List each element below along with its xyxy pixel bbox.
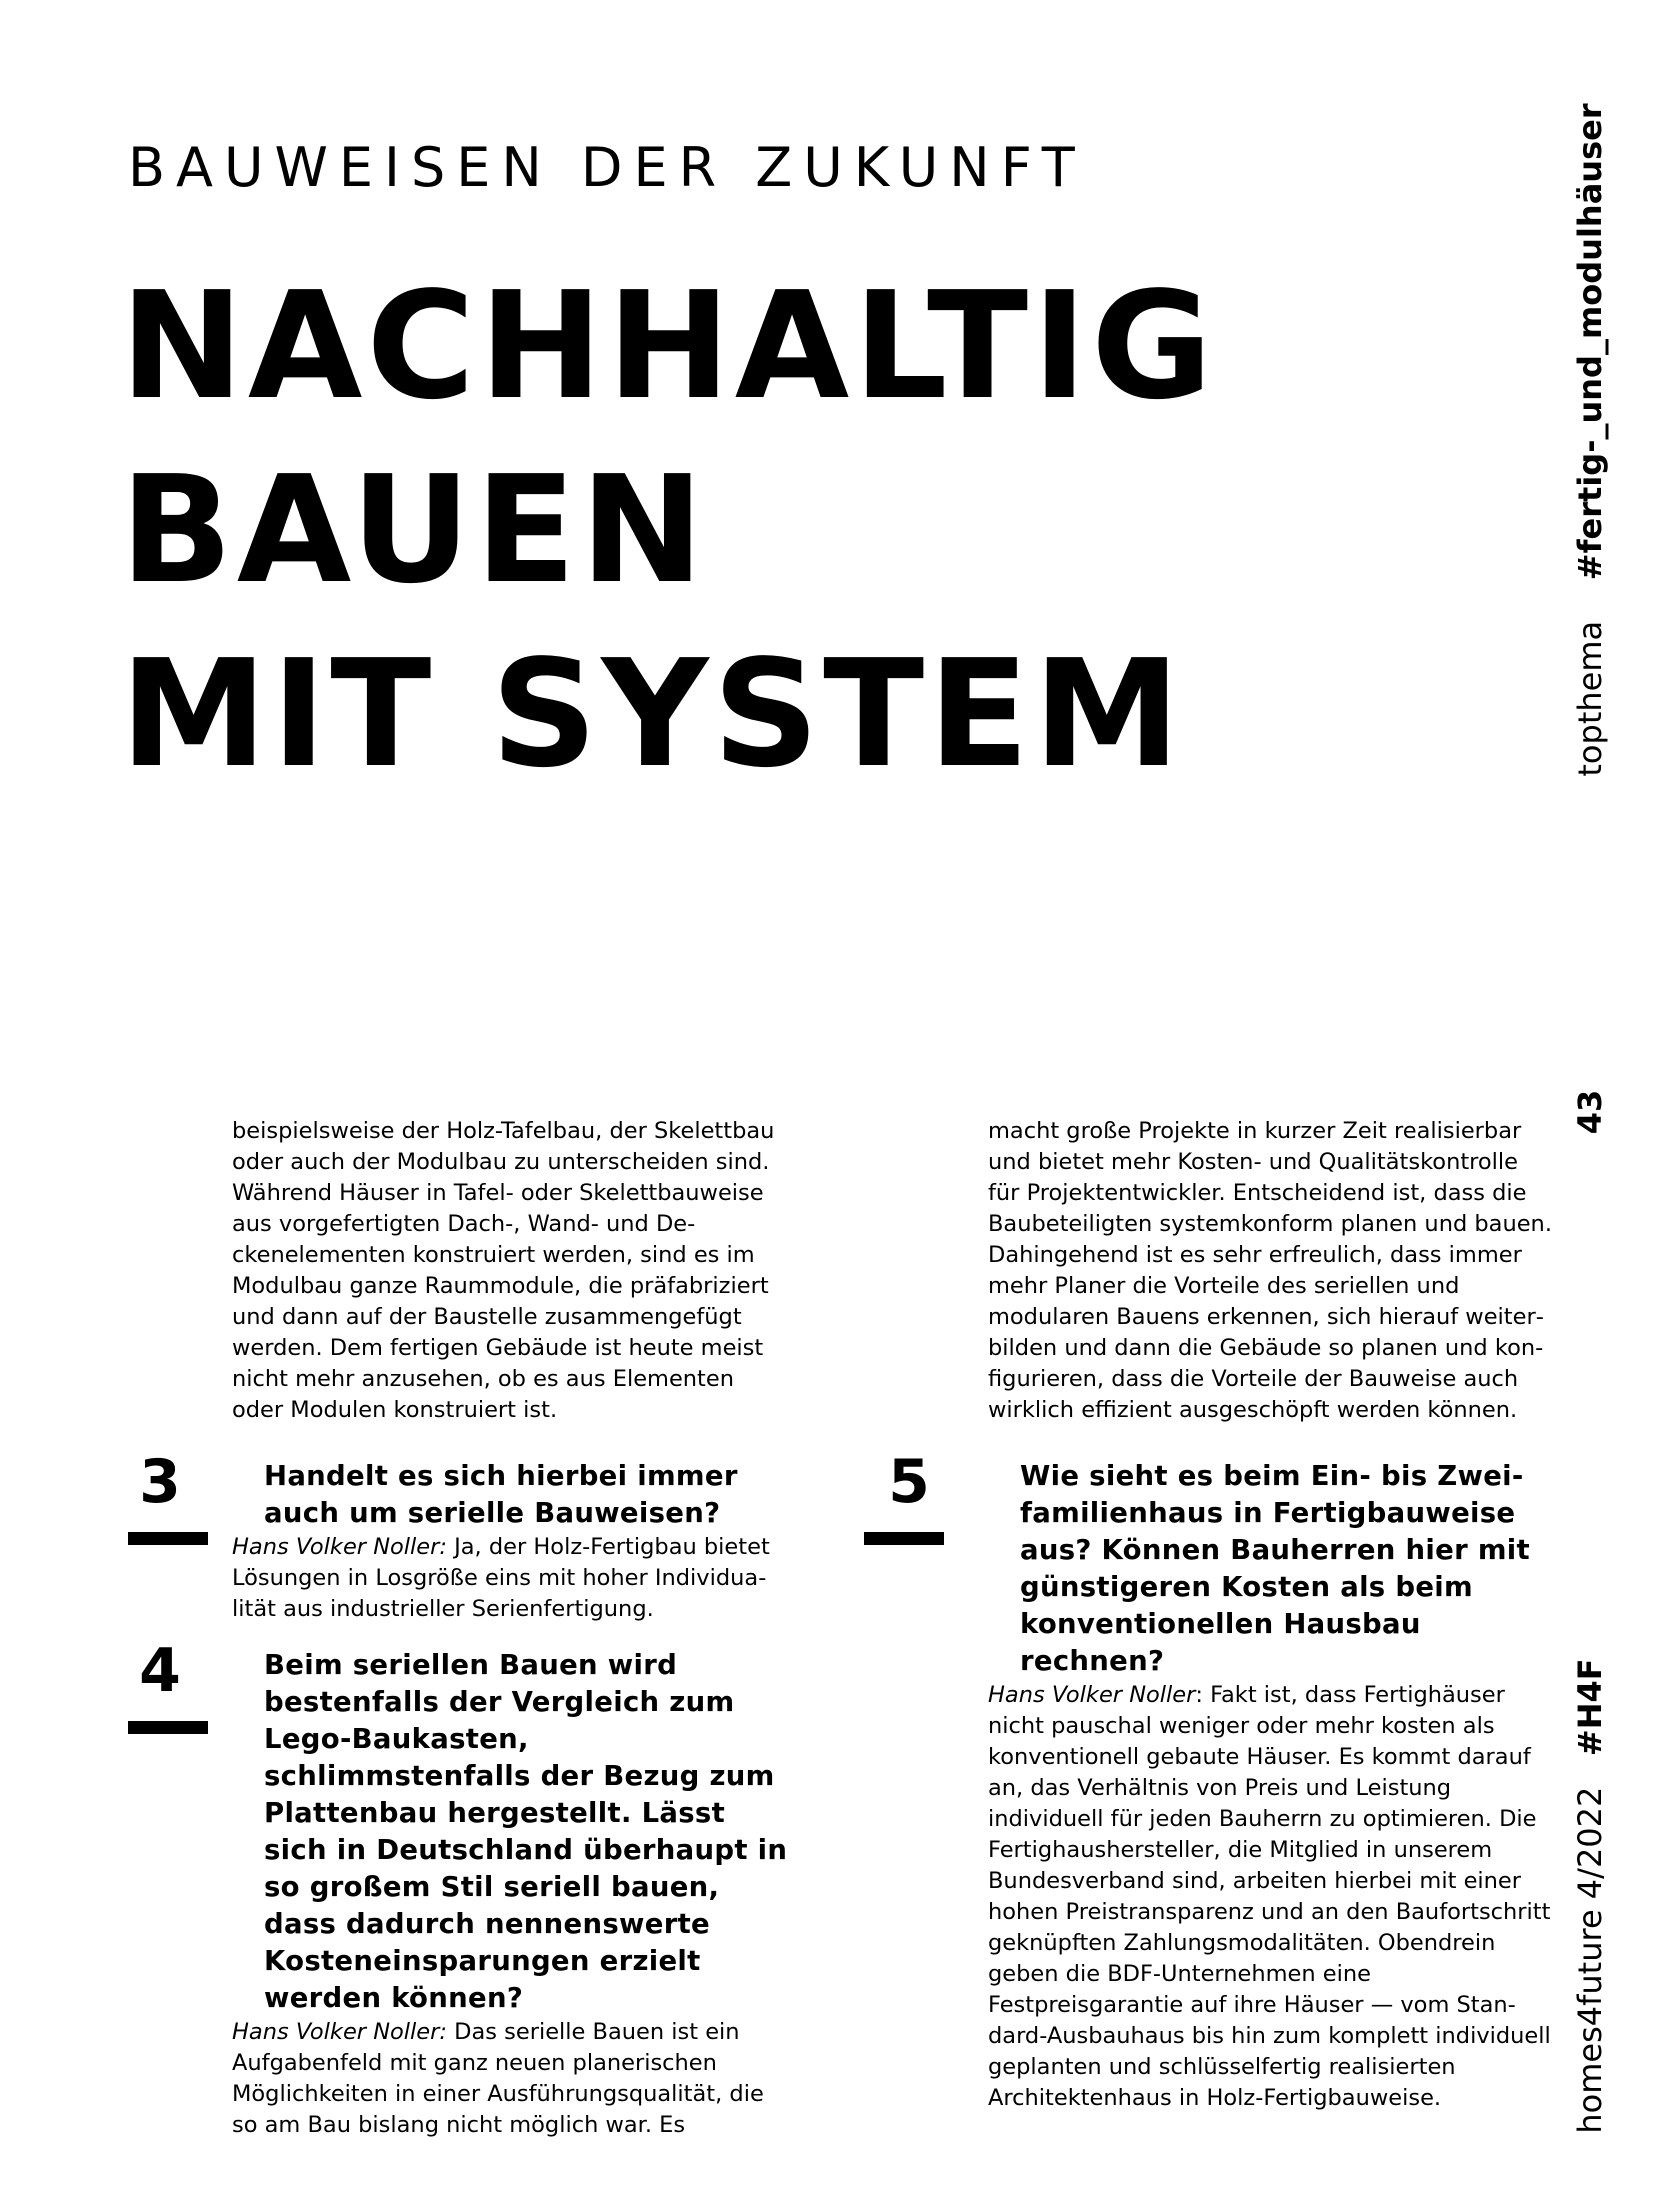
number-underline: [128, 1721, 208, 1734]
intro-paragraph: macht große Projekte in kurzer Zeit realisierbar und bietet mehr Kosten- und Qualitätskontrolle für Projektentwickler. Entscheidend ist, dass die Baubeteiligten systemkonform planen und bauen. Dahingehend ist es sehr erfreulich, dass immer mehr Planer die Vorteile des seriellen und modularen Bauens erkennen, sich hierauf weiterbilden und dann die Gebäude so planen und konfigurieren, dass die Vorteile der Bauweise auch wirklich effizient ausgeschöpft werden können.: [988, 1118, 1552, 1423]
answer-paragraph: [232, 1532, 792, 1625]
running-foot: [1570, 1658, 1610, 2133]
section-hashtag: #fertig-_und_modulhäuser: [1571, 103, 1609, 581]
section-label: topthema: [1571, 620, 1609, 777]
answer-text: : Fakt ist, dass Fertighäuser nicht pauschal weniger oder mehr kosten als konventionell gebaute Häuser. Es kommt darauf an, das Verhältnis von Preis und Leistung individuell für jeden Bauherrn zu optimieren. Die Fertighaushersteller, die Mitglied in unserem Bundesverband sind, arbeiten hierbei mit einer hohen Preistransparenz und an den Baufortschritt geknüpften Zahlungsmodalitäten. Obendrein geben die BDF-Unternehmen eine Festpreisgarantie auf ihre Häuser — vom Standard-Ausbauhaus bis hin zum komplett individuell geplanten und schlüsselfertig realisierten Architektenhaus in Holz-Fertigbauweise.: [988, 1682, 1551, 2111]
headline: [120, 260, 1217, 824]
question-text: Wie sieht es beim Ein- bis Zweifamilienhaus in Fertigbauweise aus? Können Bauherren hier mit günstigeren Kosten als beim konventionellen Hausbau rechnen?: [1020, 1460, 1530, 1677]
magazine-issue: homes4future 4/2022: [1571, 1786, 1609, 2134]
speaker-name: Hans Volker Noller:: [232, 2019, 447, 2045]
question-number: 5: [888, 1447, 930, 1517]
answer-paragraph: [232, 2017, 792, 2141]
question-block-4: [139, 1636, 792, 2141]
column-right: [888, 1116, 1553, 2114]
number-underline: [864, 1532, 944, 1545]
headline-line: MIT SYSTEM: [120, 628, 1185, 800]
column-left: [139, 1116, 792, 2141]
answer-text: Das serielle Bauen ist ein Aufgabenfeld mit ganz neuen planerischen Möglichkeiten in einer Ausführungsqualität, die so am Bau bislang nicht möglich war. Es: [232, 2019, 764, 2138]
side-rail: [1560, 0, 1620, 2204]
kicker: BAUWEISEN DER ZUKUNFT: [128, 136, 1086, 199]
headline-line: BAUEN: [120, 444, 708, 616]
page-number: 43: [1571, 1089, 1609, 1135]
running-head: [1570, 103, 1610, 776]
question-number: 3: [139, 1447, 181, 1517]
answer-text: Ja, der Holz-Fertigbau bietet Lösungen in Losgröße eins mit hoher Individualität aus industrieller Serienfertigung.: [232, 1534, 770, 1622]
question-text: Handelt es sich hierbei immer auch um serielle Bauweisen?: [264, 1460, 738, 1529]
speaker-name: Hans Volker Noller:: [232, 1534, 447, 1560]
question-text: Beim seriellen Bauen wird bestenfalls der Vergleich zum Lego-Baukasten, schlimmstenfalls der Bezug zum Plattenbau hergestellt. Lässt sich in Deutschland überhaupt in so großem Stil seriell bauen, dass dadurch nennenswerte Kosteneinsparungen erzielt werden können?: [264, 1649, 788, 2014]
intro-paragraph: beispielsweise der Holz-Tafelbau, der Skelettbau oder auch der Modulbau zu unterscheiden sind. Während Häuser in Tafel- oder Skelettbauweise aus vorgefertigten Dach-, Wand- und Deckenelementen konstruiert werden, sind es im Modulbau ganze Raummodule, die präfabriziert und dann auf der Baustelle zusammengefügt werden. Dem fertigen Gebäude ist heute meist nicht mehr anzusehen, ob es aus Elementen oder Modulen konstruiert ist.: [232, 1118, 775, 1423]
answer-paragraph: [988, 1680, 1553, 2114]
question-number: 4: [139, 1636, 181, 1706]
headline-line: NACHHALTIG: [120, 260, 1217, 432]
brand-hashtag: #H4F: [1571, 1658, 1609, 1757]
speaker-name: Hans Volker Noller: [988, 1682, 1196, 1708]
question-block-3: [139, 1447, 792, 1625]
number-underline: [128, 1532, 208, 1545]
question-block-5: [888, 1447, 1553, 2114]
